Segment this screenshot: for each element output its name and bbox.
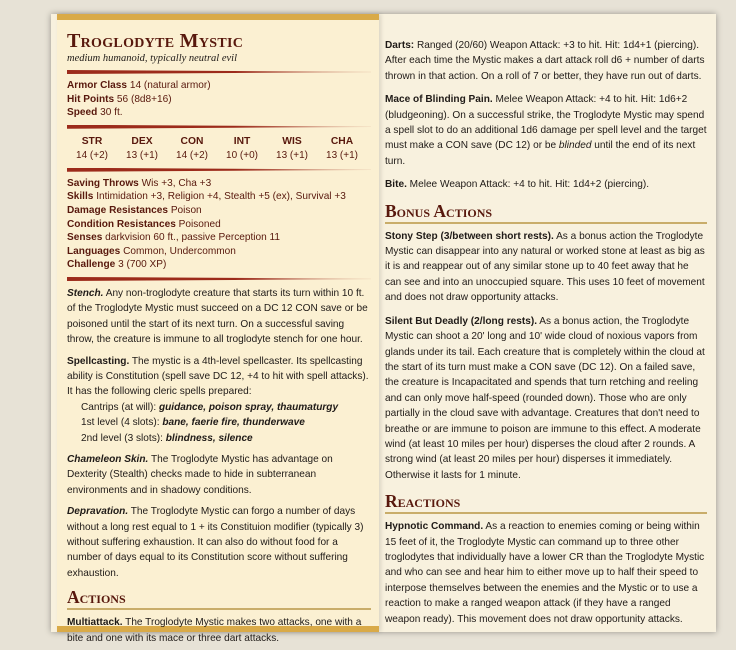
bonus-silent-but-deadly: Silent But Deadly (2/long rests). As a bonus action, the Troglodyte Mystic can shoot a 20' long and 10' wide cloud of noxious vapors from glands under its tail. Each creature that is completely within the cloud at the start of its turn must make a CON save (DC 12). On a failed save, the creature is Incapacitated and spends that turn retching and reeling and can only move half-speed (rounded down). Those who are only partially in the cloud save with advantage. Creatures that don't need to breathe or are immune to poison are immune to this effect. A moderate wind (at least 10 miles per hour) disperses the cloud after 2 rounds. A strong wind (at least 20 miles per hour) disperses it immediately. Otherwise it lasts for 1 minute. [385,315,705,481]
trait-depravation: Depravation. The Troglodyte Mystic can forgo a number of days without a long rest equal to 1 + its Constituion modifier (typically 3) without suffering exhaustion. It can also do without food for a number of days equal to its Constitution score without suffering exhaustion. [67,506,364,579]
bonus-actions-heading: Bonus Actions [385,201,707,224]
action-darts: Darts: Ranged (20/60) Weapon Attack: +3 to hit. Hit: 1d4+1 (piercing). After each time the Mystic makes a dart attack roll d6 + number of darts thrown in that action. On a roll of 7 or better, they have run out of darts. [385,40,705,82]
action-bite: Bite. Melee Weapon Attack: +4 to hit. Hit: 1d4+2 (piercing). [385,179,650,191]
speed: Speed 30 ft. [67,107,123,119]
tapered-rule [67,70,371,74]
spell-2nd-level: 2nd level (3 slots): blindness, silence [81,432,253,444]
tapered-rule [67,277,371,281]
challenge: Challenge 3 (700 XP) [67,259,167,271]
tapered-rule [67,168,371,172]
reaction-hypnotic-command: Hypnotic Command. As a reaction to enemies coming or being within 15 feet of it, the Troglodyte Mystic can command up to three other troglodytes that individually have a lower CR than the Troglodyte Mystic and who can see and hear him to either move up to half their speed to interpose themselves between the enemies and the Mystic or to use a reaction to make a ranged weapon attack (if they have a ranged weapon ready). This movement does not draw opportunity attacks. [385,521,705,625]
stat-block-left-column [57,14,379,644]
actions-heading: Actions [67,587,371,610]
languages: Languages Common, Undercommon [67,245,236,257]
action-multiattack: Multiattack. The Troglodyte Mystic makes two attacks, one with a bite and one with its mace or three dart attacks. [67,617,362,644]
ability-int: INT 10 (+0) [226,135,258,161]
skills: Skills Intimidation +3, Religion +4, Stealth +5 (ex), Survival +3 [67,191,346,203]
saving-throws: Saving Throws Wis +3, Cha +3 [67,177,212,189]
tapered-rule [67,125,371,129]
spell-cantrips: Cantrips (at will): guidance, poison spray, thaumaturgy [81,401,339,413]
armor-class: Armor Class 14 (natural armor) [67,80,211,91]
reactions-heading: Reactions [385,491,707,514]
trait-chameleon-skin: Chameleon Skin. The Troglodyte Mystic has advantage on Dexterity (Stealth) checks made to hide in subterranean environments and in shadowy conditions. [67,454,333,496]
stat-block-right-column [385,14,707,627]
spell-1st-level: 1st level (4 slots): bane, faerie fire, thunderwave [81,417,305,429]
trait-stench: Stench. Any non-troglodyte creature that starts its turn within 10 ft. of the Troglodyte Mystic must succeed on a DC 12 CON save or be poisoned until the start of its next turn. On a successful saving throw, the creature is immune to all troglodyte stench for one hour. [67,287,368,346]
damage-resistances: Damage Resistances Poison [67,204,202,216]
stat-block-page [51,14,716,644]
senses: Senses darkvision 60 ft., passive Perception 11 [67,232,281,244]
condition-resistances: Condition Resistances Poisoned [67,218,221,230]
ability-con: CON 14 (+2) [176,135,208,161]
ability-dex: DEX 13 (+1) [126,135,158,161]
ability-str: STR 14 (+2) [76,135,108,161]
action-mace: Mace of Blinding Pain. Melee Weapon Attack: +4 to hit. Hit: 1d6+2 (bludgeoning). On a successful strike, the Troglodyte Mystic may spend a spell slot to do an additional 1d6 damage per spell level and the target must make a CON save (DC 12) or be blinded until the end of its next turn. [385,94,707,167]
ability-wis: WIS 13 (+1) [276,135,308,161]
ability-scores [67,134,371,163]
monster-name: Troglodyte Mystic [67,30,244,52]
monster-subtitle: medium humanoid, typically neutral evil [67,53,238,64]
ability-cha: CHA 13 (+1) [326,135,358,161]
bonus-stony-step: Stony Step (3/between short rests). As a bonus action the Troglodyte Mystic can disappear into any natural or worked stone at least as big as it is and reappear out of any similar stone up to 40 feet away that he can see and into an unoccupied square. This uses 10 feet of movement and does not draw opportunity attacks. [385,230,705,304]
hit-points: Hit Points 56 (8d8+16) [67,93,172,105]
trait-spellcasting: Spellcasting. The mystic is a 4th-level spellcaster. Its spellcasting ability is Constitution (spell save DC 12, +4 to hit with spell attacks). It has the following cleric spells prepared: Cantrips (at will): guidance, poison spray, thaumaturgy 1st level (4 slots): bane, faerie fire, thunderwave 2nd level (3 slots): blindness, silence [67,354,371,446]
